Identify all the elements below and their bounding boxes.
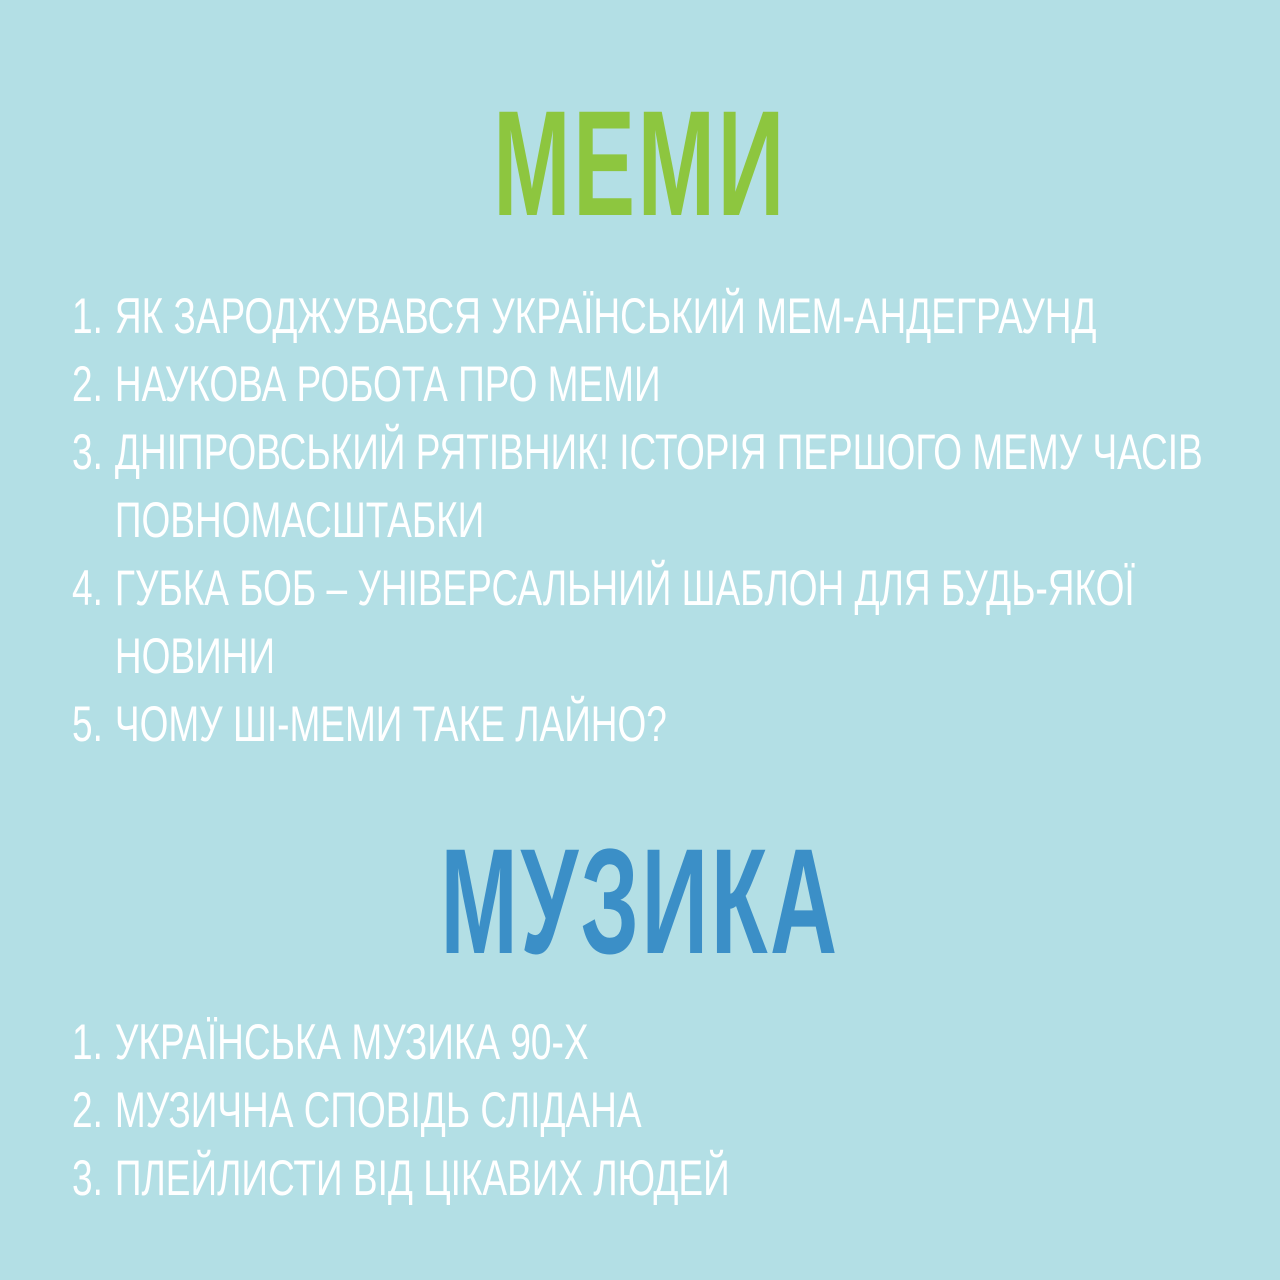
list-item-text: ЧОМУ ШІ-МЕМИ ТАКЕ ЛАЙНО? (114, 696, 667, 752)
list-item-number: 3. (72, 1150, 103, 1206)
list-item-text: МУЗИЧНА СПОВІДЬ СЛІДАНА (114, 1082, 642, 1138)
list-item-number: 5. (72, 696, 103, 752)
list-item-text: НАУКОВА РОБОТА ПРО МЕМИ (114, 356, 661, 412)
list-item (72, 350, 1226, 418)
list-item-number: 3. (72, 424, 103, 480)
list-item-number: 1. (72, 1014, 103, 1070)
list-item (72, 1144, 1226, 1212)
list-item-number: 2. (72, 356, 103, 412)
list-item-number: 2. (72, 1082, 103, 1138)
memes-topic-list (72, 282, 1232, 758)
list-item-text: УКРАЇНСЬКА МУЗИКА 90-Х (114, 1014, 589, 1070)
list-item-text: ГУБКА БОБ – УНІВЕРСАЛЬНИЙ ШАБЛОН ДЛЯ БУДЬ-ЯКОЇ НОВИНИ (114, 560, 1135, 684)
list-item (72, 690, 1226, 758)
music-section-title: МУЗИКА (440, 817, 840, 985)
music-topic-list (72, 1008, 1232, 1212)
list-item-number: 1. (72, 288, 103, 344)
list-item (72, 282, 1226, 350)
list-item-number: 4. (72, 560, 103, 616)
list-item-text: ПЛЕЙЛИСТИ ВІД ЦІКАВИХ ЛЮДЕЙ (114, 1150, 730, 1206)
list-item-text: ДНІПРОВСЬКИЙ РЯТІВНИК! ІСТОРІЯ ПЕРШОГО МЕМУ ЧАСІВ ПОВНОМАСШТАБКИ (114, 424, 1203, 548)
list-item (72, 554, 1226, 690)
list-item (72, 1008, 1226, 1076)
memes-section-title: МЕМИ (493, 79, 787, 247)
list-item-text: ЯК ЗАРОДЖУВАВСЯ УКРАЇНСЬКИЙ МЕМ-АНДЕГРАУНД (114, 288, 1097, 344)
list-item (72, 418, 1226, 554)
list-item (72, 1076, 1226, 1144)
